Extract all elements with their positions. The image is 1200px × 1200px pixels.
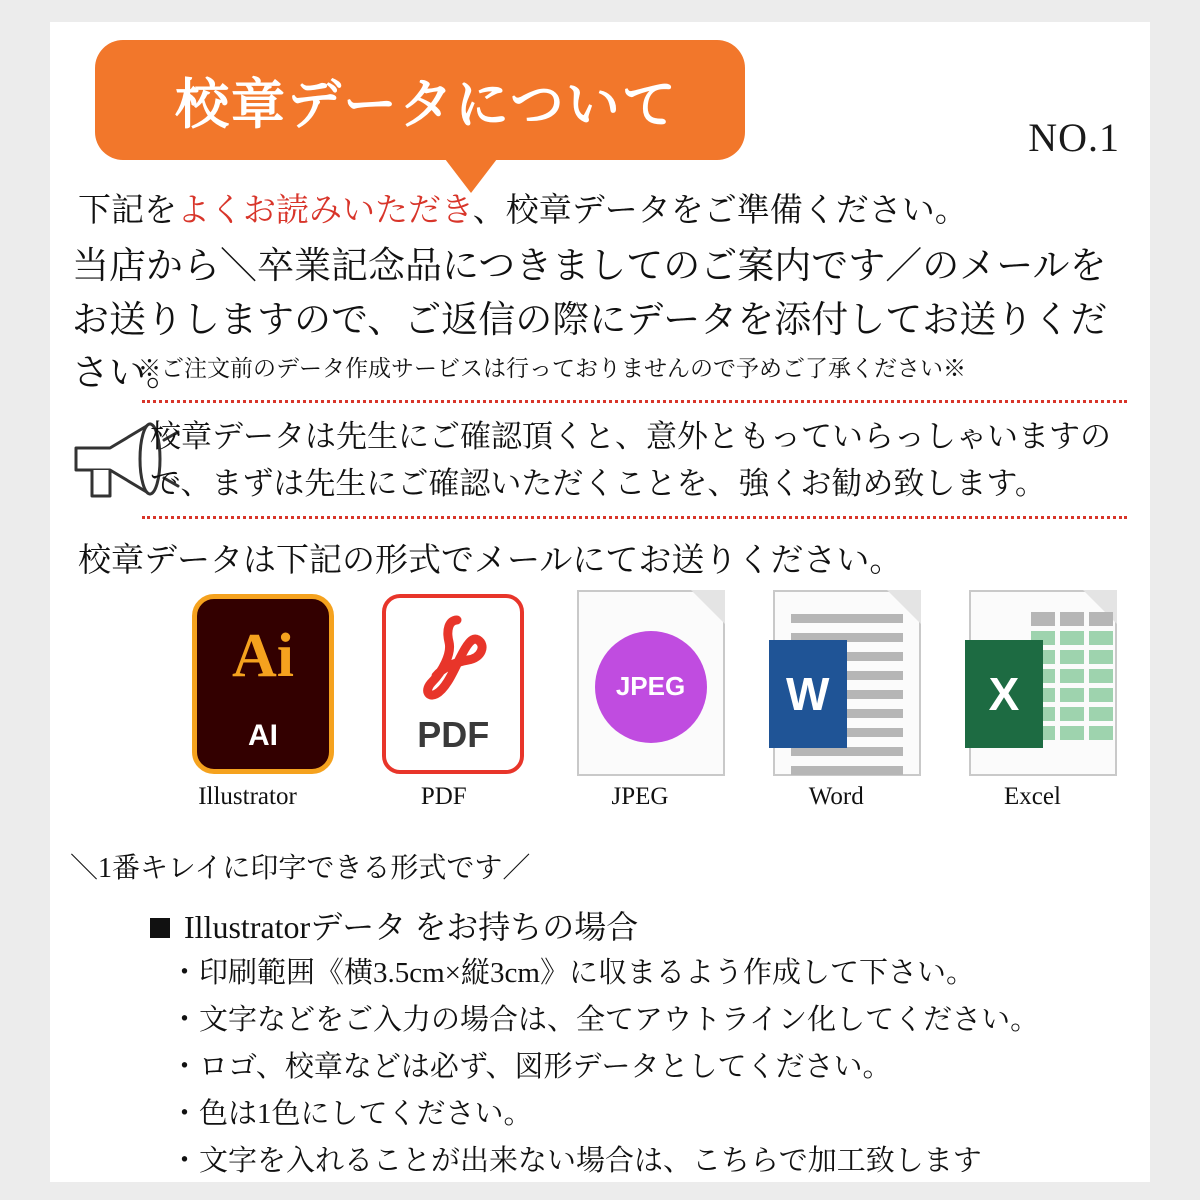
formats-lead-text: 校章データは下記の形式でメールにてお送りください。 bbox=[78, 543, 903, 579]
jpeg-icon-page bbox=[577, 590, 725, 776]
word-icon-badge bbox=[769, 640, 847, 748]
illustrator-icon-box bbox=[192, 594, 334, 774]
format-caption-illustrator: Illustrator bbox=[198, 783, 297, 810]
document-page bbox=[50, 22, 1150, 1182]
pdf-icon-label: PDF bbox=[417, 714, 490, 755]
megaphone-message-line2: で、まずは先生にご確認いただくことを、強くお勧め致します。 bbox=[150, 465, 1046, 501]
file-format-icons bbox=[160, 584, 1120, 824]
page-number-label: NO.1 bbox=[1028, 115, 1120, 160]
list-item: ・文字などをご入力の場合は、全てアウトライン化してください。 bbox=[170, 1003, 1040, 1036]
format-caption-word: Word bbox=[808, 783, 864, 810]
format-item-pdf bbox=[356, 584, 531, 824]
lead-paragraph: 当店から＼卒業記念品につきましてのご案内です／のメールをお送りしますので、ご返信の際にデータを添付してお送りください。 bbox=[72, 246, 1108, 395]
illustrator-requirements-list bbox=[170, 950, 1120, 1185]
list-item: ・色は1色にしてください。 bbox=[170, 1097, 533, 1130]
format-caption-excel: Excel bbox=[1004, 783, 1061, 810]
section-heading-illustrator bbox=[150, 902, 638, 948]
megaphone-message-line1: 校章データは先生にご確認頂くと、意外ともっていらっしゃいますの bbox=[150, 419, 1111, 454]
lead-note: ※ご注文前のデータ作成サービスは行っておりませんので予めご了承ください※ bbox=[138, 356, 966, 381]
divider-top bbox=[142, 400, 1127, 403]
jpeg-icon-circle bbox=[595, 631, 707, 743]
lead-line-1-pre: 下記を bbox=[78, 193, 177, 229]
format-item-word bbox=[749, 584, 924, 824]
word-file-icon bbox=[749, 584, 924, 779]
section-heading-text: Illustratorデータ をお持ちの場合 bbox=[184, 909, 639, 945]
excel-icon-grid bbox=[1031, 612, 1113, 740]
lead-line-1 bbox=[78, 184, 968, 231]
pdf-file-icon bbox=[356, 584, 531, 779]
format-item-excel bbox=[945, 584, 1120, 824]
lead-line-1-highlight: よくお読みいただき bbox=[177, 193, 473, 229]
list-item: ・ロゴ、校章などは必ず、図形データとしてください。 bbox=[170, 1050, 892, 1083]
list-item: ・印刷範囲《横3.5cm×縦3cm》に収まるよう作成して下さい。 bbox=[170, 957, 975, 989]
lead-line-1-post: 、校章データをご準備ください。 bbox=[472, 193, 968, 229]
word-icon-page bbox=[773, 590, 921, 776]
excel-file-icon bbox=[945, 584, 1120, 779]
format-caption-pdf: PDF bbox=[420, 783, 467, 810]
jpeg-file-icon bbox=[553, 584, 728, 779]
illustrator-icon-big-label: Ai bbox=[232, 622, 294, 690]
square-bullet-icon bbox=[150, 918, 170, 938]
word-icon-label: W bbox=[786, 668, 830, 720]
title-balloon bbox=[95, 40, 745, 160]
pdf-icon-box bbox=[382, 594, 524, 774]
format-item-jpeg bbox=[553, 584, 728, 824]
page-fold-corner bbox=[691, 590, 725, 624]
page-title: 校章データについて bbox=[175, 74, 678, 135]
format-item-illustrator bbox=[160, 584, 335, 824]
excel-icon-page bbox=[969, 590, 1117, 776]
divider-bottom bbox=[142, 516, 1127, 519]
pdf-swirl-icon bbox=[416, 614, 498, 706]
illustrator-icon-small-label: AI bbox=[248, 719, 278, 752]
megaphone-message bbox=[150, 414, 1130, 507]
excel-icon-label: X bbox=[988, 668, 1020, 720]
format-caption-jpeg: JPEG bbox=[611, 783, 669, 810]
best-format-note: ＼1番キレイに印字できる形式です／ bbox=[70, 853, 531, 884]
illustrator-file-icon bbox=[160, 584, 335, 779]
excel-icon-badge bbox=[965, 640, 1043, 748]
jpeg-icon-label: JPEG bbox=[615, 671, 686, 702]
list-item: ・文字を入れることが出来ない場合は、こちらで加工致します bbox=[170, 1144, 982, 1177]
